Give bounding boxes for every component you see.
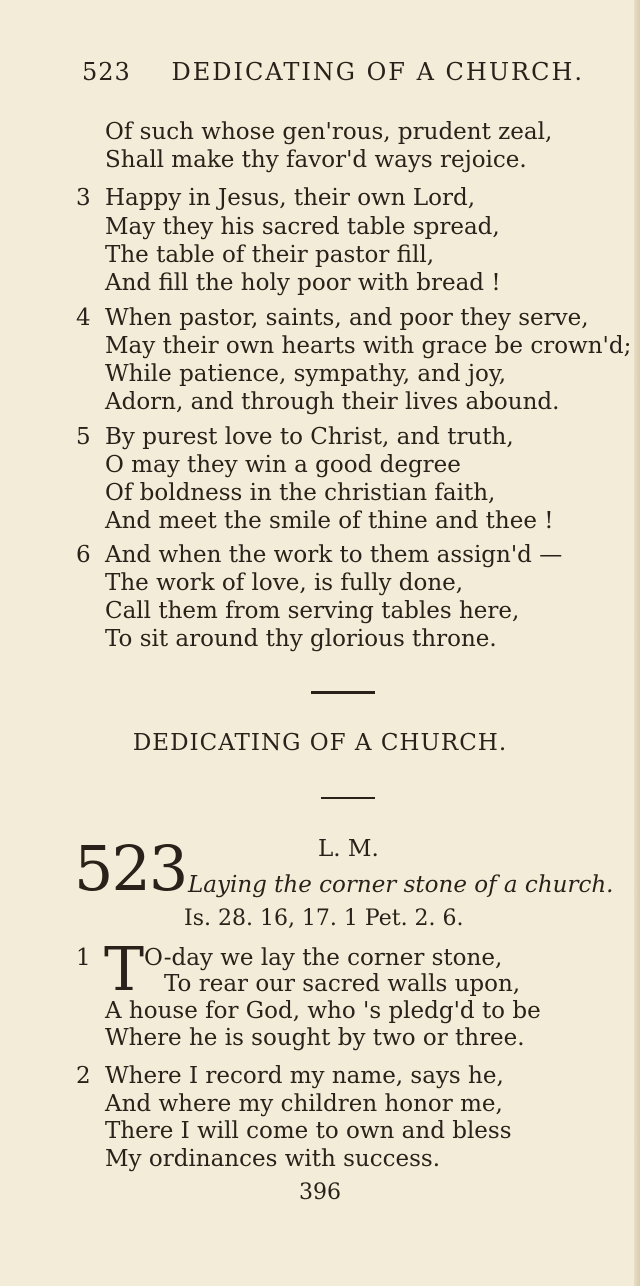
verse-line: While patience, sympathy, and joy, <box>105 361 507 387</box>
footer-page-number: 396 <box>299 1180 341 1205</box>
stanza-number: 5 <box>76 424 91 450</box>
verse-line: And fill the holy poor with bread ! <box>105 270 501 296</box>
verse-line: Happy in Jesus, their own Lord, <box>105 185 476 211</box>
header-page-number: 523 <box>82 58 131 86</box>
verse-line: Where I record my name, says he, <box>105 1063 504 1089</box>
verse-line: O may they win a good degree <box>105 452 461 478</box>
verse-line: When pastor, saints, and poor they serve, <box>105 305 589 331</box>
verse-line: Where he is sought by two or three. <box>105 1025 525 1051</box>
stanza-number: 6 <box>76 542 91 568</box>
verse-line: By purest love to Christ, and truth, <box>105 424 514 450</box>
verse-line: May their own hearts with grace be crown'd; <box>105 333 632 359</box>
verse-line: Shall make thy favor'd ways rejoice. <box>105 147 527 173</box>
verse-line: Of such whose gen'rous, prudent zeal, <box>105 119 553 145</box>
verse-line: And where my children honor me, <box>105 1091 503 1117</box>
verse-line: Of boldness in the christian faith, <box>105 480 496 506</box>
page-edge <box>634 0 640 1286</box>
hymn-number: 523 <box>74 832 187 905</box>
verse-line: The work of love, is fully done, <box>105 570 464 596</box>
verse-line: Adorn, and through their lives abound. <box>105 389 560 415</box>
verse-line: O-day we lay the corner stone, <box>144 945 503 971</box>
verse-line: To rear our sacred walls upon, <box>164 971 521 997</box>
verse-line: May they his sacred table spread, <box>105 214 500 240</box>
stanza-number: 2 <box>76 1063 91 1089</box>
verse-line: The table of their pastor fill, <box>105 242 435 268</box>
hymn-meter: L. M. <box>318 836 379 862</box>
verse-line: A house for God, who 's pledg'd to be <box>105 998 541 1024</box>
verse-line: There I will come to own and bless <box>105 1118 512 1144</box>
scripture-references: Is. 28. 16, 17. 1 Pet. 2. 6. <box>184 906 464 931</box>
verse-line: And meet the smile of thine and thee ! <box>105 508 554 534</box>
hymn-title: Laying the corner stone of a church. <box>188 872 614 898</box>
section-title: DEDICATING OF A CHURCH. <box>132 730 508 756</box>
stanza-number: 1 <box>76 945 91 971</box>
section-rule <box>321 797 375 799</box>
drop-cap: T <box>104 935 145 1005</box>
section-rule <box>311 691 375 694</box>
stanza-number: 4 <box>76 305 91 331</box>
verse-line: My ordinances with success. <box>105 1146 441 1172</box>
verse-line: To sit around thy glorious throne. <box>105 626 497 652</box>
running-header <box>82 58 584 86</box>
verse-line: And when the work to them assign'd — <box>105 542 563 568</box>
verse-line: Call them from serving tables here, <box>105 598 520 624</box>
header-title: DEDICATING OF A CHURCH. <box>171 58 585 86</box>
stanza-number: 3 <box>76 185 91 211</box>
